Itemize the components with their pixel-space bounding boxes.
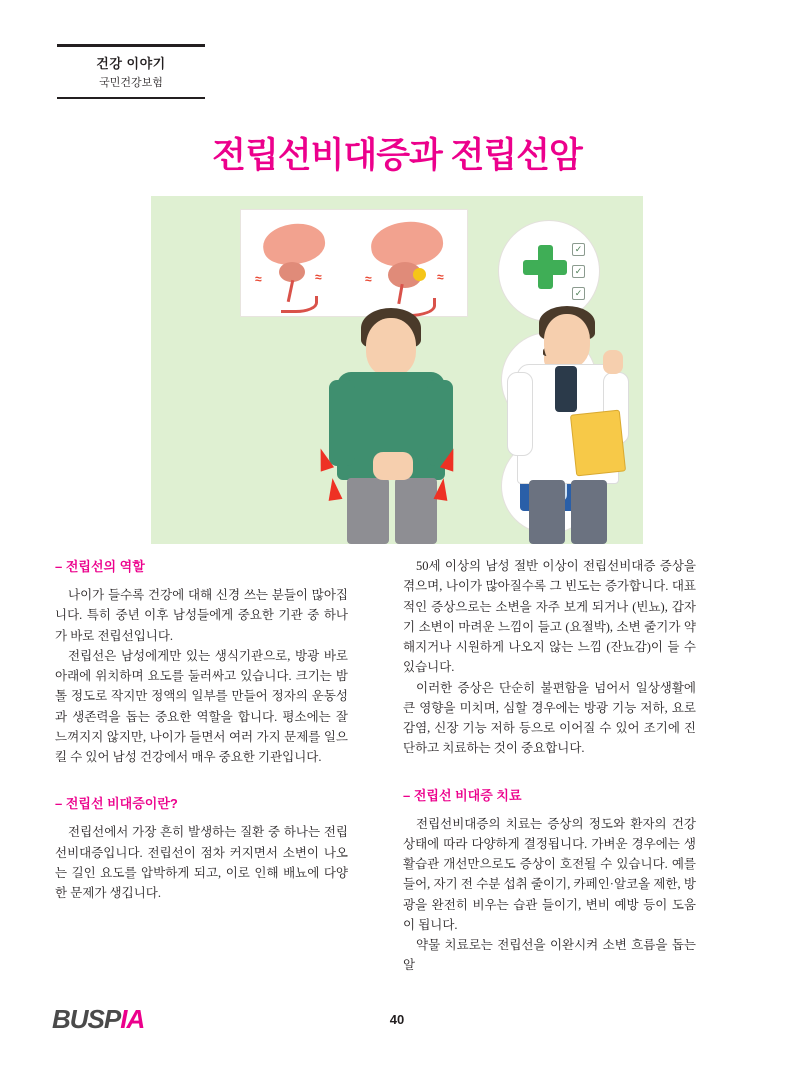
body-column-left (55, 556, 348, 903)
pain-bolt-icon (326, 477, 343, 501)
medical-cross-icon (523, 245, 567, 289)
doctor-necktie (555, 366, 577, 412)
patient-arm-left (329, 380, 355, 466)
section-heading-bph-treatment: – 전립선 비대증 치료 (403, 787, 522, 803)
article-illustration (151, 196, 643, 544)
masthead-rule-bottom (57, 97, 205, 99)
page-number: 40 (389, 1012, 405, 1027)
paragraph: 약물 치료로는 전립선을 이완시켜 소변 흐름을 돕는 알 (403, 938, 696, 973)
doctor-head (544, 314, 590, 368)
doctor-leg-left (529, 480, 565, 544)
paragraph: 전립선은 남성에게만 있는 생식기관으로, 방광 바로 아래에 위치하며 요도를 둘러싸고 있습니다. 크기는 밤톨 정도로 작지만 정액의 일부를 만들어 정자의 운동성과 생존력을 돕는 중요한 역할을 합니다. 평소에는 잘 느껴지지 않지만, 나이가 들면서 여러 가지 문제를 일으킬 수 있어 남성 건강에서 매우 중요한 기관입니다. (55, 648, 348, 765)
bladder-normal-shape (261, 220, 328, 268)
pain-spark-icon: ≈ (255, 272, 262, 286)
masthead-subkicker: 국민건강보험 (99, 77, 163, 89)
checkbox-icon: ✓ (572, 243, 585, 256)
patient-head (366, 318, 416, 376)
doctor-arm-left (507, 372, 533, 456)
pain-spark-icon: ≈ (365, 272, 372, 286)
doctor-leg-right (571, 480, 607, 544)
body-column-right (403, 556, 696, 976)
logo-main-text: BUSP (52, 1004, 121, 1034)
logo-accent-text: IA (120, 1004, 145, 1034)
patient-leg-left (347, 478, 389, 544)
prostate-normal-shape (279, 262, 305, 282)
checkbox-icon: ✓ (572, 265, 585, 278)
paragraph: 나이가 들수록 건강에 대해 신경 쓰는 분들이 많아집니다. 특히 중년 이후 남성들에게 중요한 기관 중 하나가 바로 전립선입니다. (55, 588, 348, 643)
section-heading-bph-definition: – 전립선 비대증이란? (55, 796, 178, 812)
paragraph: 50세 이상의 남성 절반 이상이 전립선비대증 증상을 겪으며, 나이가 많아질수록 그 빈도는 증가합니다. 대표적인 증상으로는 소변을 자주 보게 되거나 (빈뇨), 갑자기 소변이 마려운 느낌이 들고 (요절박), 소변 줄기가 약해지거나 시원하게 나오지 않는 느낌 (잔뇨감)이 들 수 있습니다. (403, 559, 696, 675)
clipboard-icon (570, 410, 626, 477)
pain-spark-icon: ≈ (315, 270, 322, 284)
paragraph: 전립선에서 가장 흔히 발생하는 질환 중 하나는 전립선비대증입니다. 전립선이 점차 커지면서 소변이 나오는 길인 요도를 압박하게 되고, 이로 인해 배뇨에 다양한 문제가 생깁니다. (55, 825, 348, 901)
prostate-anatomy-diagram (240, 209, 468, 317)
urethra-curve-left (281, 296, 318, 313)
pharmacy-badge (498, 220, 600, 322)
masthead (57, 44, 205, 99)
masthead-kicker: 건강 이야기 (96, 56, 166, 71)
patient-hands (373, 452, 413, 480)
paragraph: 전립선비대증의 치료는 증상의 정도와 환자의 건강 상태에 따라 다양하게 결정됩니다. 가벼운 경우에는 생활습관 개선만으로도 증상이 호전될 수 있습니다. 예를 들어, 자기 전 수분 섭취 줄이기, 카페인·알코올 제한, 방광을 완전히 비우는 습관 들이기, 변비 예방 등이 도움이 됩니다. (403, 816, 696, 932)
section-heading-prostate-role: – 전립선의 역할 (55, 559, 145, 574)
patient-leg-right (395, 478, 437, 544)
pain-bolt-icon (434, 477, 451, 501)
page-title: 전립선비대증과 전립선암 (212, 136, 582, 175)
doctor-pointing-hand (603, 350, 623, 374)
prostate-tumor-dot (413, 268, 426, 281)
pain-spark-icon: ≈ (437, 270, 444, 284)
checkbox-icon: ✓ (572, 287, 585, 300)
paragraph: 이러한 증상은 단순히 불편함을 넘어서 일상생활에 큰 영향을 미치며, 심할 경우에는 방광 기능 저하, 요로감염, 신장 기능 저하 등으로 이어질 수 있어 조기에 진단하고 치료하는 것이 중요합니다. (403, 680, 696, 756)
